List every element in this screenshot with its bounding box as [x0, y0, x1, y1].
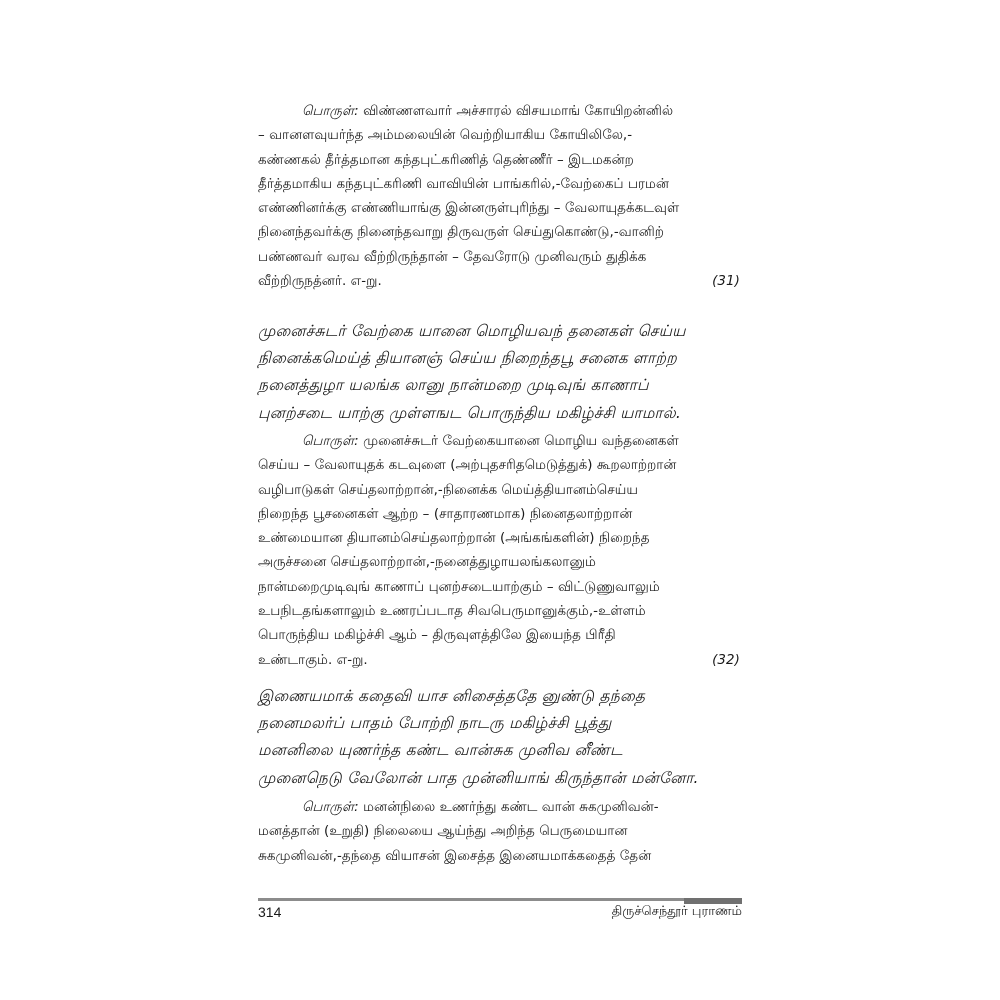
- prose-line: பொருள்: மனன்நிலை உணர்ந்து கண்ட வான் சுகமுனிவன்-: [302, 800, 659, 815]
- prose-line: எண்ணினர்க்கு எண்ணியாங்கு இன்னருள்புரிந்து – வேலாயுதக்கடவுள்: [258, 201, 680, 217]
- page-number: 314: [258, 904, 282, 920]
- prose-line: நினைந்தவர்க்கு நினைந்தவாறு திருவருள் செய்துகொண்டு,-வானிற்: [258, 225, 665, 241]
- prose-line: பொருள்: முனைச்சுடர் வேற்கையானை மொழிய வந்தனைகள்: [302, 434, 679, 449]
- prose-line: பண்ணவர் வரவ வீற்றிருந்தான் – தேவரோடு முனிவரும் துதிக்க: [258, 249, 647, 265]
- prose-line: உபநிடதங்களாலும் உணரப்படாத சிவபெருமானுக்கும்,-உள்ளம்: [258, 604, 646, 620]
- running-title: திருச்செந்தூர் புராணம்: [611, 904, 742, 919]
- prose-line: – வானளவுயர்ந்த அம்மலையின் வெற்றியாகிய கோயிலிலே,-: [258, 128, 633, 144]
- prose-line: நான்மறைமுடிவுங் காணாப் புனற்சடையாற்கும் – விட்டுணுவாலும்: [258, 579, 660, 595]
- prose-line: கண்ணகல் தீர்த்தமான கந்தபுட்கரிணித் தெண்ணீர் – இடமகன்ற: [258, 152, 634, 168]
- verse-line: மனனிலை யுணர்ந்த கண்ட வான்சுக முனிவ னீண்ட: [258, 741, 623, 760]
- commentary-paragraph-33: [258, 796, 742, 869]
- verse-line: முனைநெடு வேலோன் பாத முன்னியாங் கிருந்தான் மன்னோ.: [258, 768, 699, 787]
- porul-label: பொருள்:: [302, 434, 359, 449]
- prose-line: உண்மையான தியானம்செய்தலாற்றான் (அங்கங்களின்) நிறைந்த: [258, 531, 650, 547]
- commentary-paragraph-32: [258, 430, 742, 673]
- prose-line: பொருள்: விண்ணளவார் அச்சாரல் விசயமாங் கோயிறன்னில்: [302, 104, 674, 119]
- verse-block-33: [258, 683, 758, 792]
- verse-line: இணையமாக் கதைவி யாச னிசைத்ததே னுண்டு தந்தை: [258, 687, 646, 705]
- prose-line: பொருந்திய மகிழ்ச்சி ஆம் – திருவுளத்திலே இயைந்த பிரீதி: [258, 628, 616, 644]
- verse-line: நனைத்துழா யலங்க லானு நான்மறை முடிவுங் காணாப்: [258, 376, 649, 395]
- prose-line: தீர்த்தமாகிய கந்தபுட்கரிணி வாவியின் பாங்கரில்,-வேற்கைப் பரமன்: [258, 176, 669, 192]
- prose-line: வீற்றிருநத்னர். எ-று. (31): [258, 270, 742, 294]
- prose-line: நிறைந்த பூசனைகள் ஆற்ற – (சாதாரணமாக) நினைதலாற்றான்: [258, 506, 633, 522]
- prose-line: செய்ய – வேலாயுதக் கடவுளை (அற்புதசரிதமெடுத்துக்) கூறலாற்றான்: [258, 458, 677, 474]
- verse-line: நினைக்கமெய்த் தியானஞ் செய்ய நிறைந்தபூ சனைக ளாற்ற: [258, 349, 677, 368]
- prose-line: உண்டாகும். எ-று. (32): [258, 649, 742, 673]
- prose-line: வழிபாடுகள் செய்தலாற்றான்,-நினைக்க மெய்த்தியானம்செய்ய: [258, 482, 638, 498]
- prose-line: அருச்சனை செய்தலாற்றான்,-நனைத்துழாயலங்கலானும்: [258, 555, 596, 571]
- porul-label: பொருள்:: [302, 104, 359, 119]
- verse-line: நனைமலர்ப் பாதம் போற்றி நாடரு மகிழ்ச்சி பூத்து: [258, 714, 612, 733]
- prose-line: சுகமுனிவன்,-தந்தை வியாசன் இசைத்த இனையமாக்கதைத் தேன்: [258, 848, 652, 864]
- verse-line: புனற்சடை யாற்கு முள்ளஙட பொருந்திய மகிழ்ச்சி யாமால்.: [258, 403, 682, 422]
- verse-number: (31): [712, 274, 740, 290]
- commentary-paragraph-31: [258, 100, 742, 294]
- verse-number: (32): [712, 652, 740, 668]
- prose-line: மனத்தான் (உறுதி) நிலையை ஆய்ந்து அறிந்த பெருமையான: [258, 824, 628, 840]
- verse-block-32: [258, 318, 758, 427]
- porul-label: பொருள்:: [302, 800, 359, 815]
- footer-rule: [258, 898, 742, 901]
- verse-line: முனைச்சுடர் வேற்கை யானை மொழியவந் தனைகள் செய்ய: [258, 322, 686, 340]
